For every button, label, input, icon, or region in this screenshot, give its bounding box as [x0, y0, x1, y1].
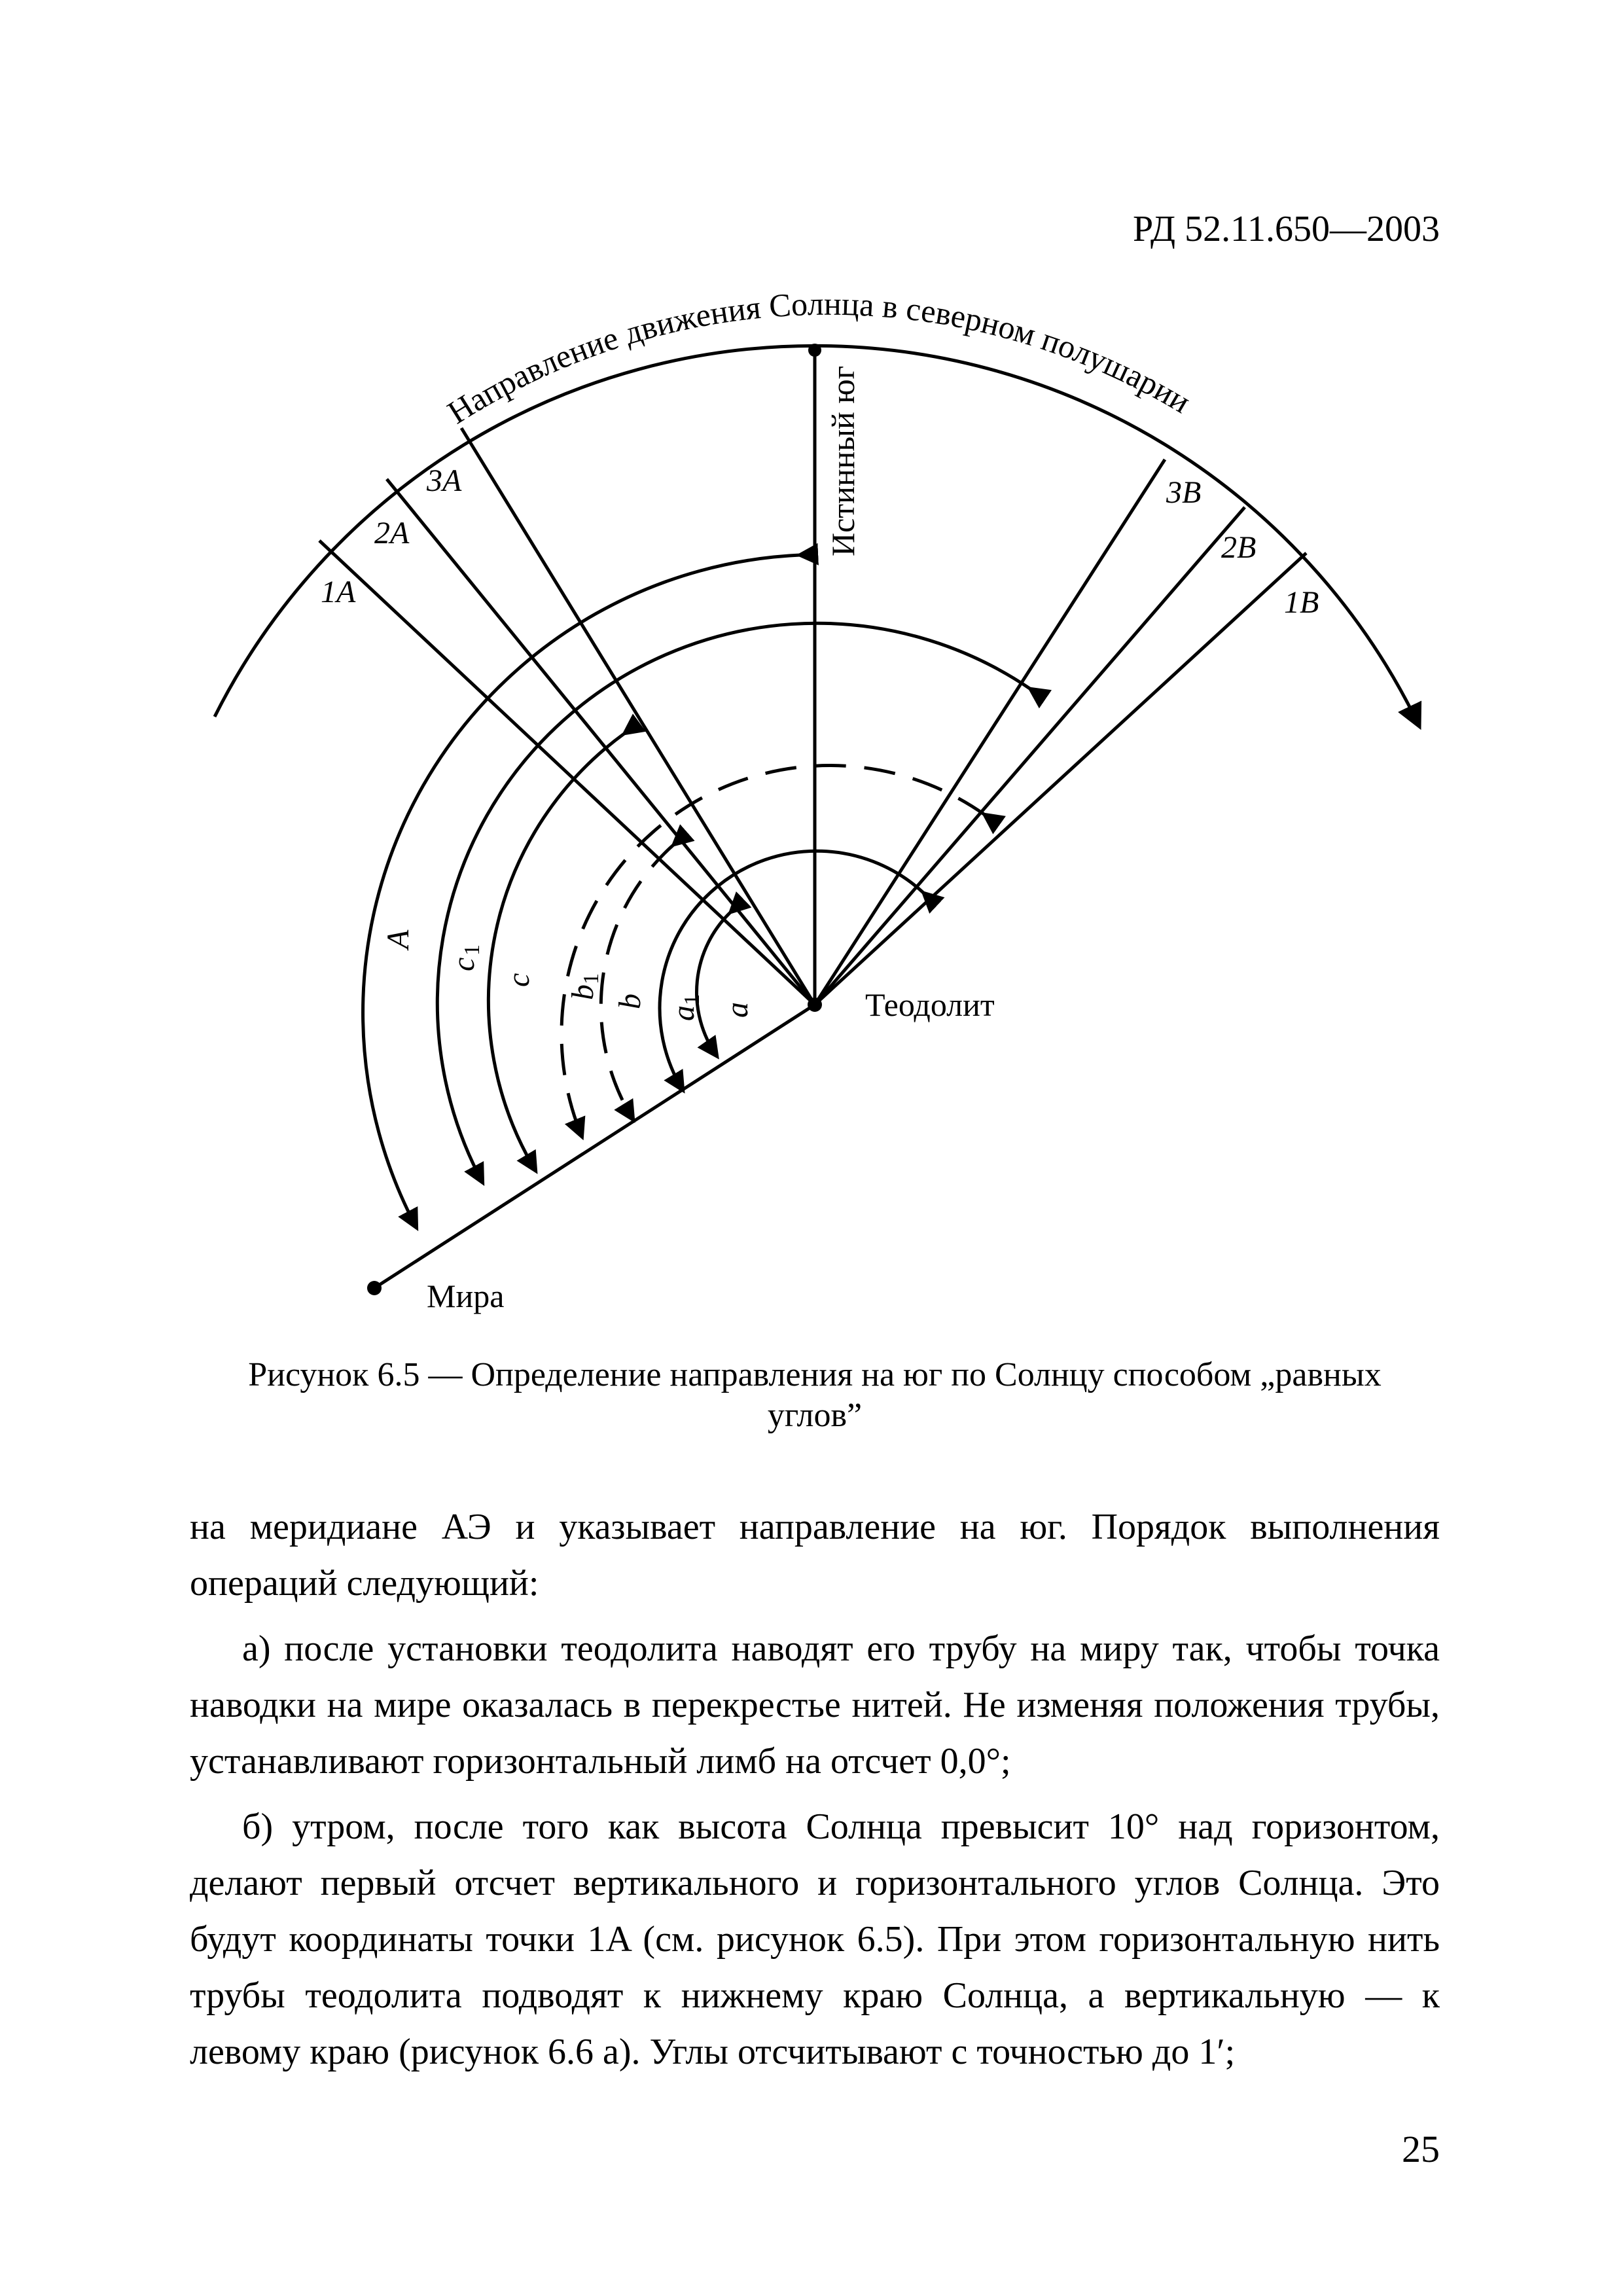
angle-label-b: b [613, 994, 647, 1009]
theodolite-point [808, 997, 822, 1012]
angle-label-c1: c [446, 957, 481, 971]
angle-label-b1: b [565, 984, 600, 1000]
angle-arc-A [363, 555, 800, 1227]
theodolite-label: Теодолит [865, 986, 995, 1023]
ray-3A [461, 428, 815, 1005]
target-label: Мира [427, 1278, 505, 1314]
ray-label-3A: 3A [427, 463, 462, 498]
true-south-label: Истинный юг [825, 365, 861, 556]
ray-2B [815, 507, 1245, 1005]
angle-label-A: A [381, 929, 416, 949]
angle-arc-b1 [562, 766, 985, 1136]
body-text [190, 1499, 1440, 2080]
angle-label-a1-sub: 1 [680, 994, 704, 1005]
caption-line-2: углов” [767, 1397, 863, 1434]
ray-label-1A: 1A [321, 575, 356, 609]
angle-label-a1: a [666, 1005, 701, 1021]
paragraph-1: на меридиане АЭ и указывает направление на юг. Порядок выполнения операций следующий: [190, 1507, 1440, 1604]
south-point [808, 344, 821, 357]
figure-caption [177, 1355, 1453, 1436]
document-code: РД 52.11.650—2003 [1132, 209, 1440, 249]
angle-label-b1-sub: 1 [579, 973, 603, 984]
ray-label-2A: 2A [374, 516, 410, 550]
ray-label-3B: 3B [1166, 475, 1202, 510]
paragraph-2: а) после установки теодолита наводят его трубу на миру так, чтобы точка наводки на мире оказалась в перекрестье нитей. Не изменяя положения трубы, устанавливают горизонтальный лимб на отсчет 0,0°; [190, 1628, 1440, 1782]
angle-label-c1-sub: 1 [460, 944, 484, 956]
angle-arc-c1 [437, 623, 1031, 1182]
target-point [367, 1281, 382, 1295]
angle-arc-c [488, 733, 625, 1170]
angle-label-a: a [720, 1002, 755, 1018]
page-number: 25 [1402, 2128, 1440, 2170]
caption-line-1: Рисунок 6.5 — Определение направления на юг по Солнцу способом „равных [248, 1356, 1382, 1393]
angle-arc-a [697, 912, 731, 1056]
paragraph-3: б) утром, после того как высота Солнца превысит 10° над горизонтом, делают первый отсчет вертикального и горизонтального углов Солнца. Это будут координаты точки 1A (см. рисунок 6.5). При этом горизонтальную нить трубы теодолита подводят к нижнему краю Солнца, а вертикальную — к левому краю (рисунок 6.6 а). Углы отсчитывают с точностью до 1′; [190, 1806, 1440, 2072]
ray-label-2B: 2B [1221, 530, 1257, 565]
angle-label-c: c [501, 973, 536, 987]
sun-direction-label: Направление движения Солнца в северном полушарии [440, 285, 1198, 431]
ray-label-1B: 1B [1284, 585, 1319, 620]
